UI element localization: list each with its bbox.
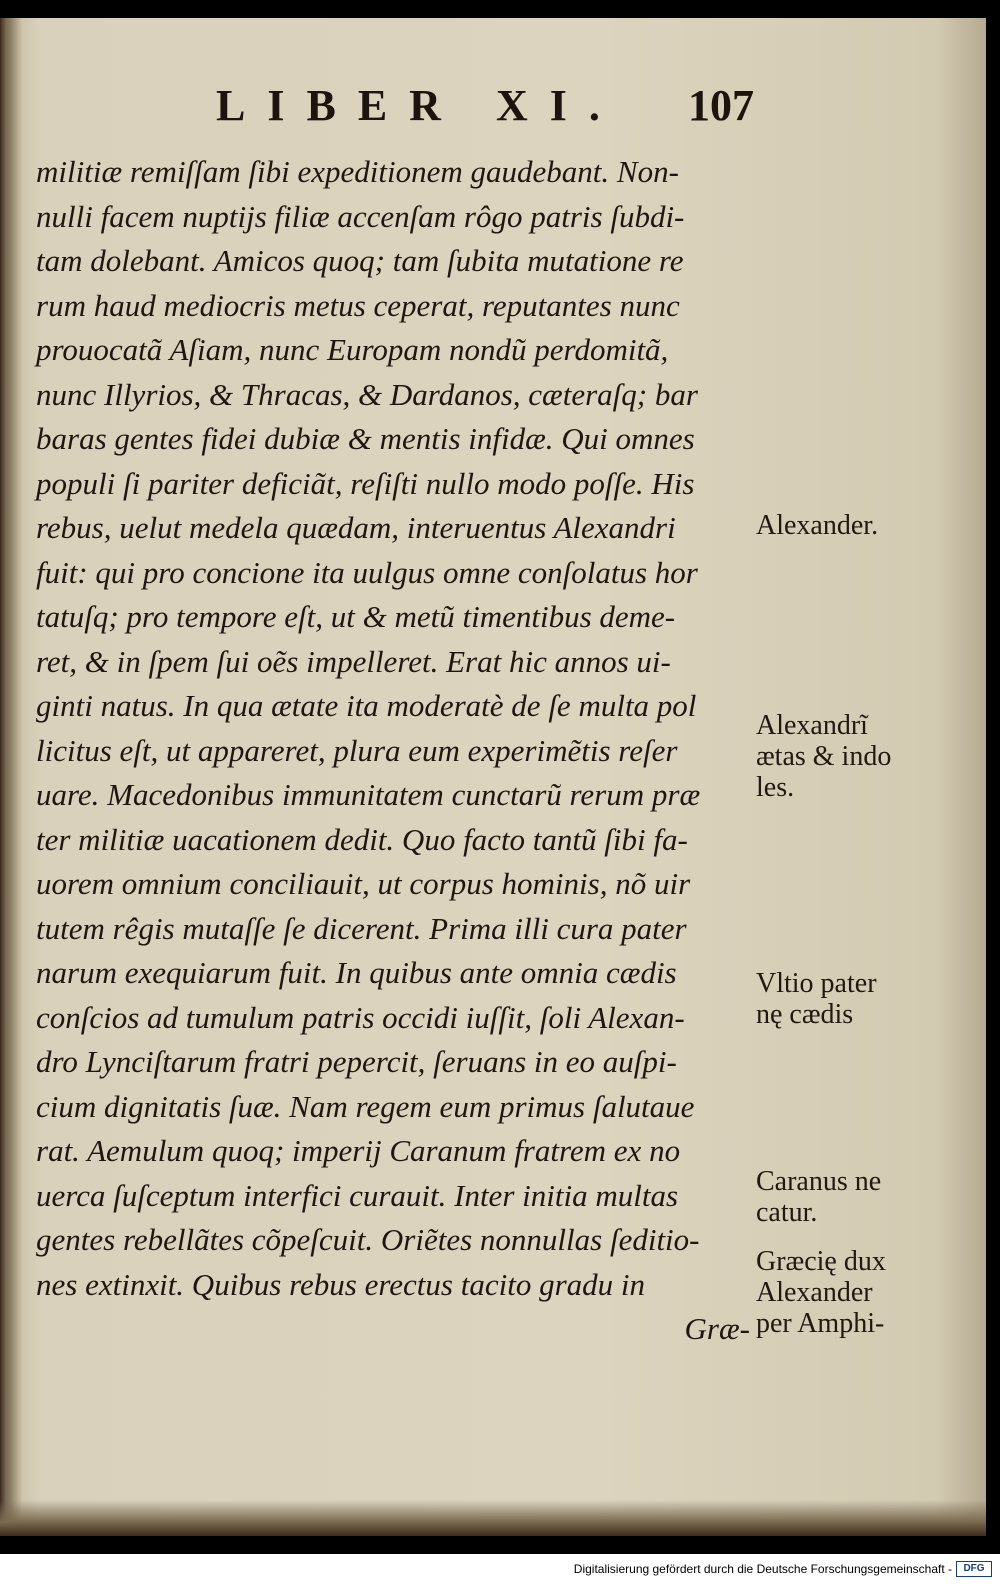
text-line: prouocatã Aſiam, nunc Europam nondũ perdomitã, <box>36 332 669 367</box>
text-line: gentes rebellãtes cõpeſcuit. Oriẽtes nonnullas ſeditio- <box>36 1222 700 1257</box>
text-line: uare. Macedonibus immunitatem cunctarũ rerum præ <box>36 777 701 812</box>
text-line: ter militiæ uacationem dedit. Quo facto tantũ ſibi fa- <box>36 821 688 857</box>
marginal-note-line: catur. <box>756 1197 818 1228</box>
marginal-note-line: nę cædis <box>756 999 854 1030</box>
text-line: fuit: qui pro concione ita uulgus omne conſolatus hor <box>36 554 698 590</box>
marginal-note <box>756 1166 946 1228</box>
text-line: conſcios ad tumulum patris occidi iuſſit, ſoli Alexan- <box>36 999 685 1035</box>
text-line: licitus eſt, ut appareret, plura eum experimẽtis reſer <box>36 732 678 768</box>
text-line: nulli facem nuptijs filiæ accenſam rôgo patris ſubdi- <box>36 198 685 234</box>
marginal-note <box>756 710 946 803</box>
marginal-note-line: Alexander <box>756 1277 873 1308</box>
marginal-note-line: les. <box>756 772 795 803</box>
marginal-note-line: Vltio pater <box>756 968 877 999</box>
text-line: rum haud mediocris metus ceperat, reputantes nunc <box>36 287 680 323</box>
marginal-note-line: Caranus ne <box>756 1166 882 1197</box>
text-line: uorem omnium conciliauit, ut corpus hominis, nõ uir <box>36 866 691 901</box>
marginal-note-line: ætas & indo <box>756 741 892 772</box>
text-line: dro Lynciſtarum fratri pepercit, ſeruans in eo auſpi- <box>36 1044 677 1079</box>
text-line: rat. Aemulum quoq; imperij Caranum fratrem ex no <box>36 1133 681 1168</box>
text-line: baras gentes fidei dubiæ & mentis infidæ. Qui omnes <box>36 421 695 456</box>
marginal-note <box>756 968 946 1030</box>
text-line: tutem rêgis mutaſſe ſe dicerent. Prima illi cura pater <box>36 910 687 946</box>
digitization-footer <box>0 1554 1000 1584</box>
page-header <box>0 80 986 140</box>
text-line: nes extinxit. Quibus rebus erectus tacito gradu in <box>36 1266 645 1302</box>
text-line: uerca ſuſceptum interfici curauit. Inter initia multas <box>36 1177 679 1213</box>
catchword: Græ- <box>684 1311 750 1346</box>
funding-credit: Digitalisierung gefördert durch die Deutsche Forschungsgemeinschaft - <box>573 1562 952 1576</box>
marginal-note <box>756 510 946 541</box>
text-line: ginti natus. In qua ætate ita moderatè de ſe multa pol <box>36 688 697 723</box>
marginal-note-line: per Amphi- <box>756 1308 885 1339</box>
marginal-note-line: Alexandrĩ <box>756 710 868 741</box>
marginal-note-line: Alexander. <box>756 510 879 541</box>
text-line: populi ſi pariter deficiãt, reſiſti nullo modo poſſe. His <box>36 465 695 501</box>
marginal-note <box>756 1246 946 1339</box>
main-text-block <box>36 150 752 1352</box>
text-line: tam dolebant. Amicos quoq; tam ſubita mutatione re <box>36 243 684 278</box>
text-line: tatuſq; pro tempore eſt, ut & metũ timentibus deme- <box>36 599 676 634</box>
text-line: nunc Illyrios, & Thracas, & Dardanos, cæteraſq; bar <box>36 376 698 412</box>
text-line: narum exequiarum fuit. In quibus ante omnia cædis <box>36 955 677 990</box>
text-line: ret, & in ſpem ſui oẽs impelleret. Erat hic annos ui- <box>36 643 671 679</box>
running-title: LIBER XI. <box>216 81 622 130</box>
text-line: militiæ remiſſam ſibi expeditionem gaudebant. Non- <box>36 154 679 189</box>
text-line: cium dignitatis ſuæ. Nam regem eum primus ſalutaue <box>36 1088 695 1124</box>
text-line: rebus, uelut medela quædam, interuentus Alexandri <box>36 510 676 545</box>
book-page <box>0 18 986 1536</box>
page-number: 107 <box>688 81 754 130</box>
marginal-note-line: Græcię dux <box>756 1246 886 1277</box>
dfg-logo: DFG <box>956 1561 992 1577</box>
